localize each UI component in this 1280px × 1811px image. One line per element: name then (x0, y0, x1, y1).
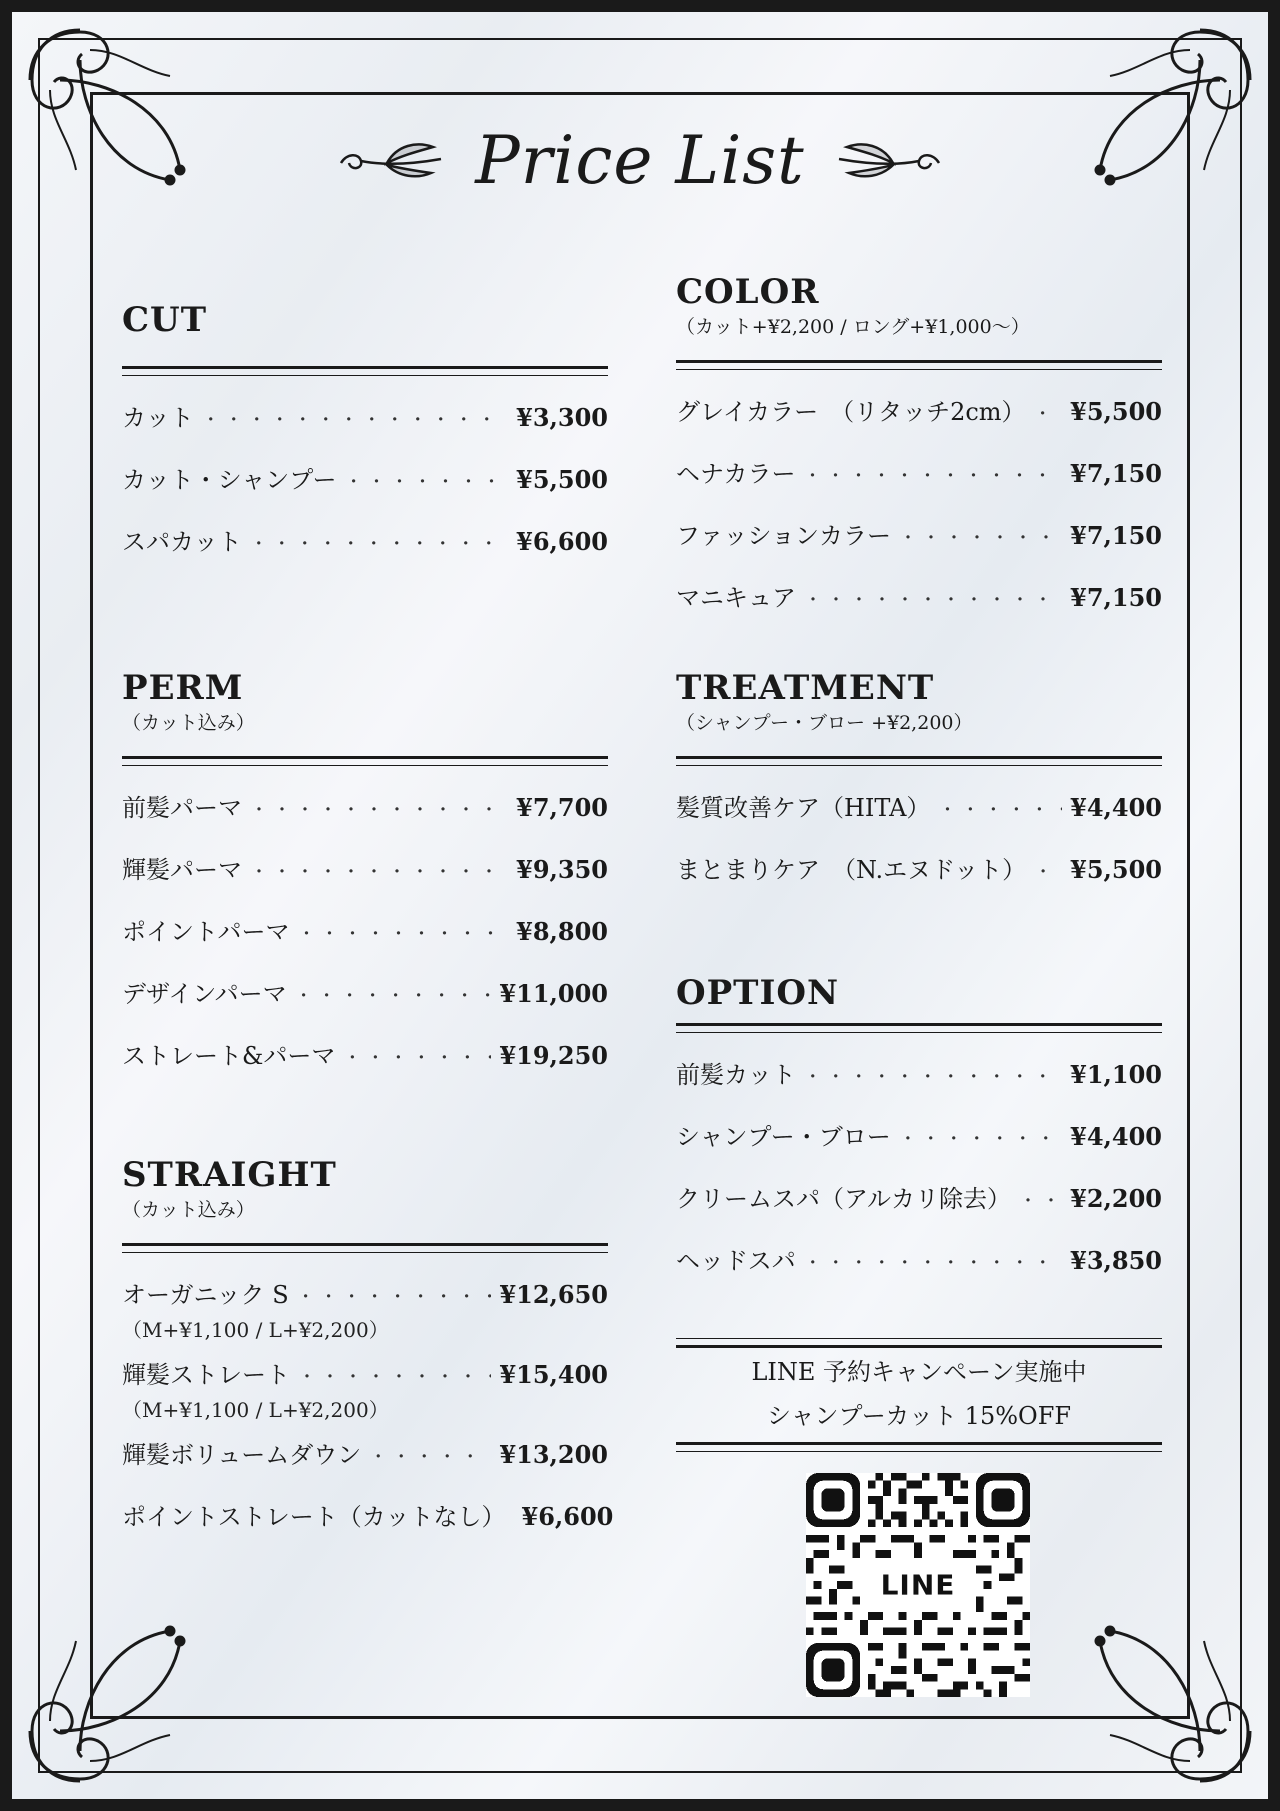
dot-leader (343, 1044, 491, 1070)
item-price: ¥9,350 (516, 855, 608, 884)
title-area (0, 110, 1280, 210)
section-title: CUT (122, 300, 208, 340)
flourish-right-icon (833, 135, 943, 185)
menu-item (122, 788, 608, 850)
section-straight (122, 1155, 614, 1559)
corner-ornament-bottom-left (20, 1611, 200, 1791)
section-subtitle: （カット込み） (122, 712, 255, 734)
item-price: ¥4,400 (1070, 1122, 1162, 1151)
section-divider (676, 756, 1162, 766)
item-price: ¥2,200 (1070, 1184, 1162, 1213)
section-divider (676, 1023, 1162, 1033)
menu-item (122, 522, 608, 584)
section-divider (122, 366, 608, 376)
dot-leader (297, 1283, 492, 1309)
menu-item (676, 578, 1162, 640)
section-subtitle: （カット+¥2,200 / ロング+¥1,000～） (676, 316, 1030, 338)
dot-leader (804, 1063, 1062, 1089)
item-price: ¥13,200 (499, 1440, 608, 1469)
menu-item (122, 1355, 608, 1395)
dot-leader (804, 1249, 1062, 1275)
menu-item (122, 1275, 608, 1315)
menu-item (122, 1435, 608, 1497)
item-name: マニキュア (676, 584, 796, 612)
dot-leader (250, 796, 508, 822)
dot-leader (1034, 400, 1063, 426)
section-title: TREATMENT (676, 668, 935, 708)
item-price: ¥15,400 (499, 1360, 608, 1389)
dot-leader (298, 1363, 491, 1389)
flourish-left-icon (337, 135, 447, 185)
item-name: ヘナカラー (676, 460, 796, 488)
item-note: （M+¥1,100 / L+¥2,200） (122, 1398, 389, 1422)
item-name: ポイントパーマ (122, 918, 290, 946)
item-name: 輝髪ボリュームダウン (122, 1441, 362, 1469)
section-perm (122, 668, 608, 1098)
menu-item (122, 974, 608, 1036)
item-price: ¥7,150 (1070, 459, 1162, 488)
menu-item (676, 850, 1162, 912)
section-title: OPTION (676, 973, 840, 1013)
item-price: ¥8,800 (516, 917, 608, 946)
dot-leader (298, 920, 509, 946)
section-divider (122, 756, 608, 766)
menu-item (122, 460, 608, 522)
section-title: COLOR (676, 272, 820, 312)
dot-leader (250, 530, 508, 556)
item-name: 輝髪ストレート (122, 1361, 290, 1389)
menu-item (676, 1241, 1162, 1303)
menu-item (122, 912, 608, 974)
item-name: クリームスパ（アルカリ除去） (676, 1185, 1012, 1213)
dot-leader (369, 1443, 491, 1469)
line-qr-code[interactable] (806, 1473, 1030, 1697)
item-price: ¥7,150 (1070, 583, 1162, 612)
item-price: ¥1,100 (1070, 1060, 1162, 1089)
dot-leader (295, 982, 492, 1008)
item-price: ¥4,400 (1070, 793, 1162, 822)
dot-leader (1019, 1187, 1062, 1213)
item-price: ¥3,300 (516, 403, 608, 432)
campaign-line-2: シャンプーカット 15%OFF (766, 1402, 1072, 1430)
section-color (676, 272, 1162, 640)
item-name: 前髪カット (676, 1061, 796, 1089)
menu-item (676, 454, 1162, 516)
section-title: STRAIGHT (122, 1155, 337, 1195)
dot-leader (804, 586, 1062, 612)
item-name: ファッションカラー (676, 522, 892, 550)
item-name: カット (122, 404, 194, 432)
item-price: ¥6,600 (516, 527, 608, 556)
menu-item (122, 398, 608, 460)
menu-item (676, 1055, 1162, 1117)
campaign-divider-bottom (676, 1442, 1162, 1452)
section-title: PERM (122, 668, 244, 708)
item-price: ¥19,250 (499, 1041, 608, 1070)
section-divider (676, 360, 1162, 370)
dot-leader (202, 406, 508, 432)
section-subtitle: （カット込み） (122, 1199, 255, 1221)
item-price: ¥7,150 (1070, 521, 1162, 550)
dot-leader (938, 796, 1062, 822)
item-name: デザインパーマ (122, 980, 287, 1008)
item-name: グレイカラー （リタッチ2cm） (676, 398, 1026, 426)
item-name: シャンプー・ブロー (676, 1123, 891, 1151)
dot-leader (899, 524, 1062, 550)
item-name: ストレート&パーマ (122, 1042, 336, 1070)
dot-leader (899, 1125, 1062, 1151)
dot-leader (1034, 858, 1062, 884)
dot-leader (804, 462, 1063, 488)
section-treatment (676, 668, 1162, 912)
item-price: ¥12,650 (499, 1280, 608, 1309)
item-price: ¥6,600 (521, 1502, 614, 1531)
campaign-divider-top (676, 1338, 1162, 1348)
qr-line-logo: LINE (873, 1567, 964, 1604)
menu-item (122, 850, 608, 912)
page-title: Price List (475, 121, 805, 199)
item-note: （M+¥1,100 / L+¥2,200） (122, 1318, 389, 1342)
section-option (676, 973, 1162, 1303)
section-subtitle: （シャンプー・ブロー +¥2,200） (676, 712, 973, 734)
section-divider (122, 1243, 608, 1253)
section-cut (122, 300, 608, 584)
item-name: オーガニック S (122, 1281, 289, 1309)
dot-leader (250, 858, 508, 884)
item-price: ¥11,000 (499, 979, 608, 1008)
campaign-box (676, 1338, 1162, 1452)
menu-item (676, 392, 1162, 454)
item-name: 髪質改善ケア（HITA） (676, 794, 931, 822)
menu-item (676, 516, 1162, 578)
item-name: スパカット (122, 528, 242, 556)
item-price: ¥3,850 (1070, 1246, 1162, 1275)
item-price: ¥5,500 (1070, 855, 1162, 884)
item-price: ¥5,500 (1070, 397, 1162, 426)
menu-item (676, 788, 1162, 850)
dot-leader (345, 468, 509, 494)
item-name: 輝髪パーマ (122, 856, 242, 884)
item-price: ¥7,700 (516, 793, 608, 822)
menu-item (676, 1117, 1162, 1179)
corner-ornament-bottom-right (1080, 1611, 1260, 1791)
item-price: ¥5,500 (516, 465, 608, 494)
item-name: ヘッドスパ (676, 1247, 796, 1275)
menu-item (122, 1497, 614, 1559)
item-name: 前髪パーマ (122, 794, 242, 822)
menu-item (676, 1179, 1162, 1241)
campaign-line-1: LINE 予約キャンペーン実施中 (751, 1358, 1087, 1386)
menu-item (122, 1036, 608, 1098)
item-name: まとまりケア （N.エヌドット） (676, 856, 1027, 884)
item-name: カット・シャンプー (122, 466, 337, 494)
item-name: ポイントストレート（カットなし） (122, 1503, 506, 1531)
